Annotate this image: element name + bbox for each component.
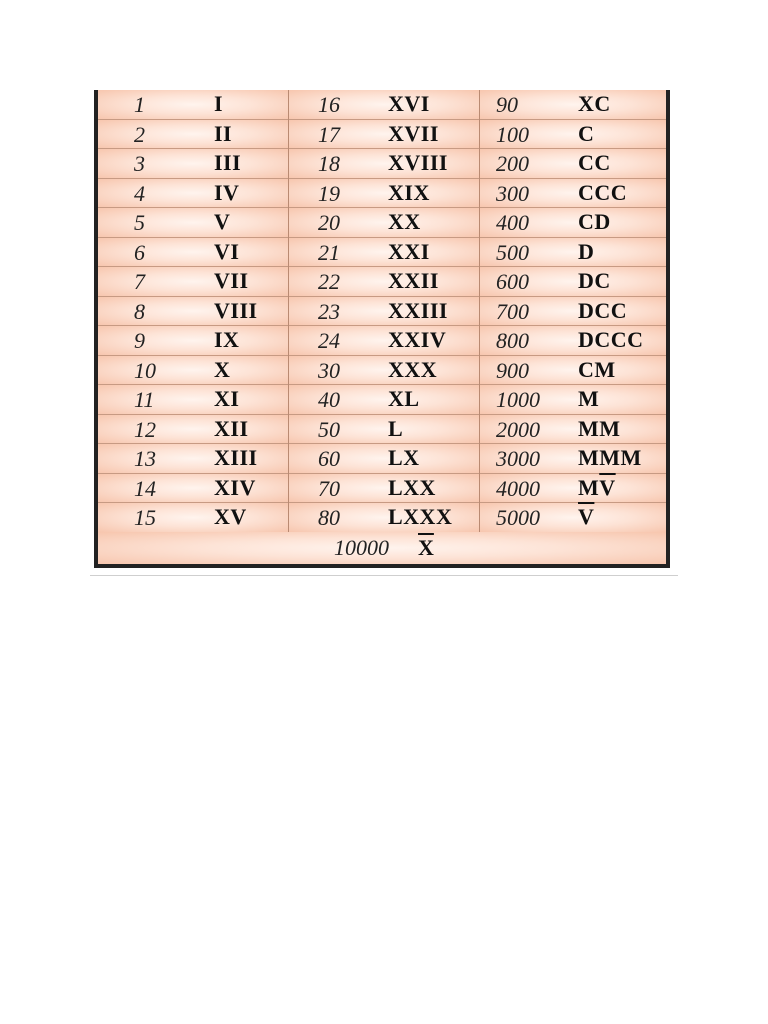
roman-numeral bbox=[214, 476, 256, 500]
roman-numeral bbox=[214, 210, 230, 234]
table-row bbox=[98, 297, 288, 327]
roman-numeral-text: MMM bbox=[578, 445, 642, 470]
arabic-number: 18 bbox=[318, 151, 340, 176]
table-grid bbox=[98, 90, 666, 564]
table-row bbox=[289, 474, 479, 504]
roman-numeral bbox=[388, 505, 452, 529]
arabic-number: 4000 bbox=[496, 475, 540, 501]
table-row bbox=[480, 474, 666, 504]
roman-numeral bbox=[214, 122, 232, 146]
table-row bbox=[289, 503, 479, 533]
roman-numeral bbox=[578, 417, 621, 441]
roman-numeral-text: XX bbox=[388, 209, 421, 234]
arabic-number: 3000 bbox=[496, 446, 540, 471]
roman-numeral-text: M bbox=[578, 386, 600, 411]
column-2 bbox=[289, 90, 479, 564]
roman-numeral-text: CC bbox=[578, 150, 611, 175]
roman-numeral bbox=[578, 122, 594, 146]
roman-numeral-text: DCCC bbox=[578, 327, 644, 352]
roman-numeral bbox=[388, 269, 439, 293]
table-row bbox=[480, 503, 666, 533]
table-row bbox=[289, 120, 479, 150]
table-row bbox=[98, 415, 288, 445]
arabic-number: 15 bbox=[134, 505, 156, 530]
roman-numeral-text: XI bbox=[214, 386, 240, 411]
roman-numeral bbox=[388, 328, 446, 352]
roman-numeral-text: IV bbox=[214, 179, 240, 205]
roman-numeral-text: XIX bbox=[388, 179, 430, 205]
roman-numeral-text: LXXX bbox=[388, 504, 453, 529]
arabic-number: 600 bbox=[496, 269, 529, 294]
table-row bbox=[98, 326, 288, 356]
roman-numeral-text: M bbox=[578, 474, 600, 500]
table-row bbox=[289, 385, 479, 415]
arabic-number: 5000 bbox=[496, 505, 540, 530]
roman-numerals-table bbox=[94, 90, 670, 568]
roman-numeral bbox=[388, 299, 448, 323]
arabic-number: 400 bbox=[496, 210, 529, 235]
footer-row bbox=[98, 532, 666, 564]
roman-numeral-text: XVIII bbox=[388, 150, 448, 175]
table-row bbox=[480, 238, 666, 268]
roman-numeral-text: IX bbox=[214, 327, 240, 352]
column-1 bbox=[98, 90, 288, 564]
arabic-number: 2 bbox=[134, 121, 145, 147]
arabic-number: 80 bbox=[318, 505, 340, 530]
roman-numeral bbox=[214, 505, 247, 529]
arabic-number: 50 bbox=[318, 416, 340, 442]
table-row bbox=[480, 149, 666, 179]
table-row bbox=[480, 415, 666, 445]
table-row bbox=[480, 90, 666, 120]
roman-numeral-text: XII bbox=[214, 415, 249, 441]
arabic-number: 2000 bbox=[496, 416, 540, 442]
roman-numeral-overline: $\overline{V}$ bbox=[599, 474, 616, 500]
table-row bbox=[289, 179, 479, 209]
roman-numeral-text: XXIV bbox=[388, 327, 447, 352]
table-row bbox=[98, 474, 288, 504]
roman-numeral bbox=[214, 358, 230, 382]
table-row bbox=[480, 120, 666, 150]
roman-numeral bbox=[388, 476, 436, 500]
roman-numeral-text: XC bbox=[578, 91, 611, 116]
arabic-number: 200 bbox=[496, 151, 529, 176]
table-row bbox=[98, 385, 288, 415]
table-row bbox=[98, 120, 288, 150]
arabic-number: 40 bbox=[318, 387, 340, 412]
roman-numeral bbox=[578, 328, 644, 352]
roman-numeral-text: DC bbox=[578, 268, 611, 293]
arabic-number: 11 bbox=[134, 387, 155, 412]
footer-number: 10000 bbox=[334, 535, 389, 560]
table-row bbox=[289, 238, 479, 268]
roman-numeral-overline: $\overline{V}$ bbox=[578, 504, 595, 529]
roman-numeral bbox=[214, 446, 258, 470]
roman-numeral bbox=[578, 240, 594, 264]
table-row bbox=[289, 90, 479, 120]
table-row bbox=[98, 208, 288, 238]
arabic-number: 23 bbox=[318, 298, 340, 324]
arabic-number: 900 bbox=[496, 357, 529, 383]
arabic-number: 24 bbox=[318, 328, 340, 353]
roman-numeral bbox=[578, 151, 611, 175]
roman-numeral bbox=[578, 269, 611, 293]
roman-numeral bbox=[388, 446, 420, 470]
arabic-number: 1000 bbox=[496, 387, 540, 412]
table-row bbox=[289, 444, 479, 474]
roman-numeral-text: C bbox=[578, 120, 595, 146]
roman-numeral bbox=[388, 387, 420, 411]
table-row bbox=[289, 356, 479, 386]
arabic-number: 17 bbox=[318, 121, 340, 147]
roman-numeral-text: XVII bbox=[388, 120, 439, 146]
arabic-number: 100 bbox=[496, 121, 529, 147]
arabic-number: 20 bbox=[318, 210, 340, 235]
table-row bbox=[289, 149, 479, 179]
roman-numeral bbox=[388, 181, 430, 205]
arabic-number: 9 bbox=[134, 328, 145, 353]
table-row bbox=[98, 90, 288, 120]
roman-numeral bbox=[578, 299, 627, 323]
roman-numeral-text: CCC bbox=[578, 179, 628, 205]
roman-numeral-text: VII bbox=[214, 268, 249, 293]
arabic-number: 700 bbox=[496, 298, 529, 324]
roman-numeral bbox=[578, 92, 611, 116]
footer-numeral: $\overline{X}$ bbox=[418, 535, 434, 560]
table-row bbox=[98, 356, 288, 386]
roman-numeral bbox=[388, 240, 430, 264]
arabic-number: 1 bbox=[134, 92, 145, 117]
arabic-number: 4 bbox=[134, 180, 145, 206]
table-row bbox=[480, 444, 666, 474]
column-divider bbox=[479, 90, 480, 564]
roman-numeral bbox=[578, 181, 627, 205]
arabic-number: 7 bbox=[134, 269, 145, 294]
arabic-number: 70 bbox=[318, 475, 340, 501]
roman-numeral bbox=[578, 505, 594, 529]
arabic-number: 19 bbox=[318, 180, 340, 206]
table-row bbox=[98, 149, 288, 179]
arabic-number: 5 bbox=[134, 210, 145, 235]
table-row bbox=[480, 297, 666, 327]
arabic-number: 16 bbox=[318, 92, 340, 117]
roman-numeral-text: DCC bbox=[578, 297, 628, 323]
roman-numeral-text: III bbox=[214, 150, 242, 175]
arabic-number: 800 bbox=[496, 328, 529, 353]
roman-numeral bbox=[214, 181, 239, 205]
table-row bbox=[289, 267, 479, 297]
arabic-number: 30 bbox=[318, 357, 340, 383]
table-row bbox=[480, 267, 666, 297]
roman-numeral-text: XXX bbox=[388, 356, 438, 382]
roman-numeral-text: CM bbox=[578, 356, 616, 382]
roman-numeral-text: VIII bbox=[214, 297, 258, 323]
arabic-number: 6 bbox=[134, 239, 145, 265]
roman-numeral-text: D bbox=[578, 238, 595, 264]
roman-numeral bbox=[388, 358, 437, 382]
arabic-number: 90 bbox=[496, 92, 518, 117]
roman-numeral bbox=[214, 417, 249, 441]
table-row bbox=[480, 179, 666, 209]
arabic-number: 22 bbox=[318, 269, 340, 294]
roman-numeral-text: XXIII bbox=[388, 297, 448, 323]
table-row bbox=[480, 326, 666, 356]
arabic-number: 60 bbox=[318, 446, 340, 471]
table-row bbox=[480, 208, 666, 238]
roman-numeral bbox=[578, 210, 611, 234]
roman-numeral bbox=[388, 151, 448, 175]
roman-numeral-text: LX bbox=[388, 445, 420, 470]
roman-numeral bbox=[388, 92, 430, 116]
roman-numeral bbox=[578, 446, 642, 470]
table-row bbox=[98, 179, 288, 209]
table-row bbox=[289, 297, 479, 327]
roman-numeral bbox=[214, 299, 258, 323]
roman-numerals-figure bbox=[90, 90, 678, 576]
roman-numeral-text: XIII bbox=[214, 445, 258, 470]
arabic-number: 8 bbox=[134, 298, 145, 324]
roman-numeral-text: MM bbox=[578, 415, 621, 441]
roman-numeral-text: II bbox=[214, 120, 233, 146]
roman-numeral bbox=[214, 328, 239, 352]
roman-numeral-text: X bbox=[214, 356, 231, 382]
roman-numeral-text: XVI bbox=[388, 91, 430, 116]
arabic-number: 300 bbox=[496, 180, 529, 206]
roman-numeral bbox=[388, 210, 421, 234]
roman-numeral bbox=[214, 151, 241, 175]
roman-numeral-text: VI bbox=[214, 238, 240, 264]
roman-numeral bbox=[578, 358, 616, 382]
table-row bbox=[289, 208, 479, 238]
table-row bbox=[98, 444, 288, 474]
roman-numeral bbox=[214, 92, 223, 116]
roman-numeral-text: I bbox=[214, 91, 224, 116]
arabic-number: 500 bbox=[496, 239, 529, 265]
arabic-number: 12 bbox=[134, 416, 156, 442]
roman-numeral bbox=[214, 240, 239, 264]
roman-numeral bbox=[388, 122, 439, 146]
roman-numeral-text: XL bbox=[388, 386, 420, 411]
table-row bbox=[480, 385, 666, 415]
arabic-number: 10 bbox=[134, 357, 156, 383]
roman-numeral bbox=[214, 387, 239, 411]
roman-numeral-text: XXI bbox=[388, 238, 430, 264]
table-row bbox=[98, 238, 288, 268]
roman-numeral-text: CD bbox=[578, 209, 611, 234]
roman-numeral-text: XIV bbox=[214, 474, 256, 500]
roman-numeral bbox=[388, 417, 403, 441]
roman-numeral-text: XXII bbox=[388, 268, 439, 293]
roman-numeral-text: V bbox=[214, 209, 231, 234]
table-row bbox=[98, 267, 288, 297]
roman-numeral-text: LXX bbox=[388, 474, 436, 500]
arabic-number: 21 bbox=[318, 239, 340, 265]
arabic-number: 3 bbox=[134, 151, 145, 176]
table-row bbox=[289, 415, 479, 445]
column-3 bbox=[480, 90, 666, 564]
roman-numeral-text: XV bbox=[214, 504, 247, 529]
column-divider bbox=[288, 90, 289, 564]
arabic-number: 14 bbox=[134, 475, 156, 501]
arabic-number: 13 bbox=[134, 446, 156, 471]
table-row bbox=[98, 503, 288, 533]
table-row bbox=[289, 326, 479, 356]
table-row bbox=[480, 356, 666, 386]
roman-numeral bbox=[214, 269, 249, 293]
roman-numeral bbox=[578, 387, 599, 411]
roman-numeral bbox=[578, 476, 616, 500]
roman-numeral-text: L bbox=[388, 415, 404, 441]
